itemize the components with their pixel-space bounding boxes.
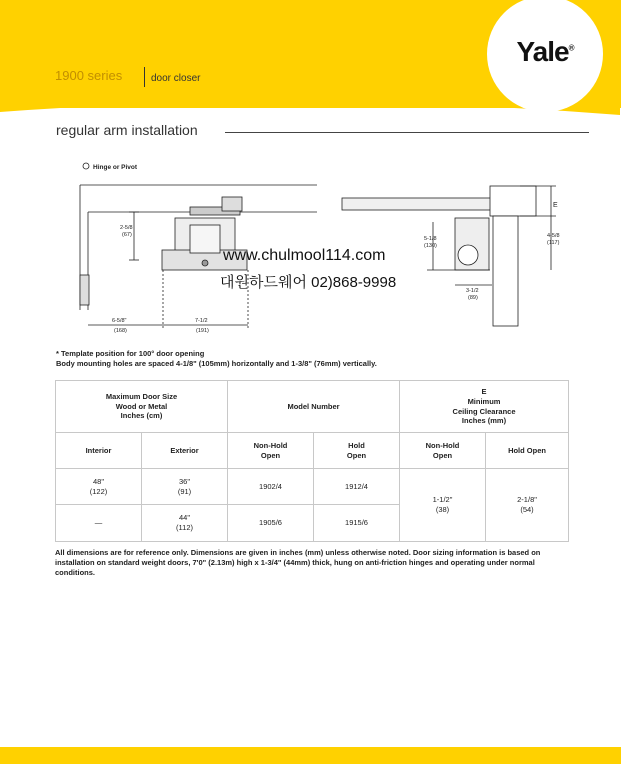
- spec-table: [55, 380, 569, 542]
- brand-name: Yale: [516, 36, 569, 67]
- hold-header: Hold Open: [314, 433, 400, 469]
- dim-a-mm: (130): [424, 243, 437, 249]
- exterior-cell: 36" (91): [142, 469, 228, 505]
- interior-header: Interior: [56, 433, 142, 469]
- bottom-band: [0, 747, 621, 764]
- door-section: [493, 216, 518, 326]
- dim-b-mm: (117): [547, 240, 560, 246]
- non-hold-clearance-cell: 1-1/2" (38): [400, 469, 486, 542]
- table-sub-header-row: [56, 433, 569, 469]
- dim-right-mm: (191): [196, 328, 209, 334]
- table-group-header-row: [56, 381, 569, 433]
- hold-model-cell: 1915/6: [314, 505, 400, 542]
- non-hold-model-cell: 1905/6: [228, 505, 314, 542]
- centerline-icon: [83, 163, 89, 169]
- series-name: 1900 series: [55, 68, 123, 83]
- arm-top: [342, 198, 512, 210]
- section-title: regular arm installation: [56, 122, 198, 138]
- dim-a: 5-1/8: [424, 236, 437, 242]
- footnote: All dimensions are for reference only. Dimensions are given in inches (mm) unless otherwise noted. Door sizing information is based on installation on standard weight doors, 7'0" (2.13m) high x 1-3/4" (44mm) thick, hung on anti-friction hinges and operating under normal conditions.: [55, 548, 541, 578]
- table-row: [56, 469, 569, 505]
- door-size-header: Maximum Door Size Wood or Metal Inches (cm): [56, 381, 228, 433]
- dim-c-mm: (89): [468, 295, 478, 301]
- dim-vertical: 2-5/8: [120, 225, 133, 231]
- non-hold-header: Non-Hold Open: [228, 433, 314, 469]
- model-number-header: Model Number: [228, 381, 400, 433]
- dim-left-mm: (168): [114, 328, 127, 334]
- hold-open-clearance-cell: 2-1/8" (54): [486, 469, 569, 542]
- non-hold-clearance-header: Non-Hold Open: [400, 433, 486, 469]
- yale-logo: [487, 36, 603, 68]
- hinge-icon: [80, 275, 89, 305]
- hinge-label: Hinge or Pivot: [93, 164, 138, 171]
- mounting-note: Body mounting holes are spaced 4-1/8" (105mm) horizontally and 1-3/8" (76mm) vertically.: [56, 359, 377, 368]
- dim-b: 4-5/8: [547, 233, 560, 239]
- interior-cell: —: [56, 505, 142, 542]
- arm-bracket: [222, 197, 242, 211]
- hold-open-clearance-header: Hold Open: [486, 433, 569, 469]
- dim-vertical-mm: (67): [122, 232, 132, 238]
- product-type: door closer: [151, 73, 201, 84]
- exterior-cell: 44" (112): [142, 505, 228, 542]
- registered-mark: ®: [568, 43, 574, 53]
- watermark-url: www.chulmool114.com: [223, 247, 386, 264]
- header-separator: [144, 67, 145, 87]
- exterior-header: Exterior: [142, 433, 228, 469]
- interior-cell: 48" (122): [56, 469, 142, 505]
- dim-c: 3-1/2: [466, 288, 479, 294]
- label-e: E: [553, 202, 558, 209]
- watermark-contact: 대원하드웨어 02)868-9998: [220, 274, 397, 291]
- template-note: * Template position for 100° door opening: [56, 349, 205, 358]
- section-rule: [225, 132, 589, 133]
- dim-right: 7-1/2: [195, 318, 208, 324]
- non-hold-model-cell: 1902/4: [228, 469, 314, 505]
- dim-left: 6-5/8": [112, 318, 127, 324]
- hold-model-cell: 1912/4: [314, 469, 400, 505]
- clearance-header: E Minimum Ceiling Clearance Inches (mm): [400, 381, 569, 433]
- frame-head: [490, 186, 536, 216]
